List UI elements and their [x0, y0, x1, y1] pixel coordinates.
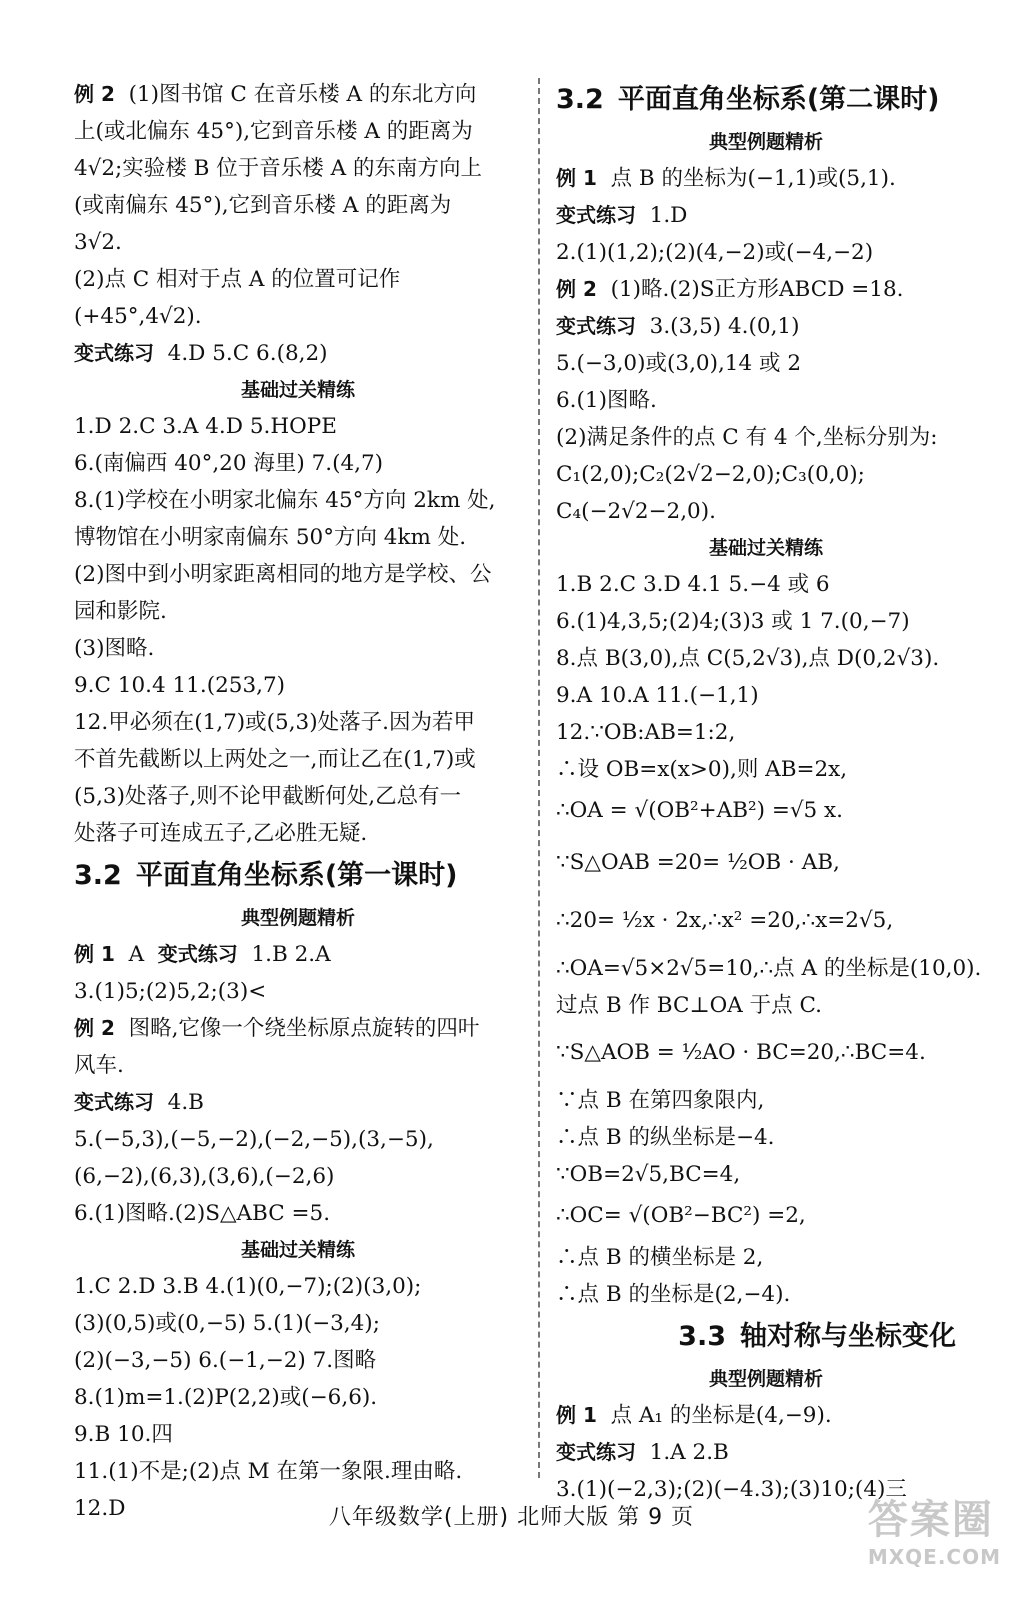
- text-line: 2.(1)(1,2);(2)(4,−2)或(−4,−2): [556, 240, 874, 265]
- text-line: 3.(1)(−2,3);(2)(−4.3);(3)10;(4)三: [556, 1477, 907, 1502]
- practice-label: 变式练习: [74, 1090, 154, 1114]
- formula-line: ∴20= ½x · 2x,∴x² =20,∴x=2√5,: [556, 908, 894, 933]
- page-footer: 八年级数学(上册) 北师大版 第 9 页: [328, 1505, 695, 1530]
- practice-label: 变式练习: [556, 1440, 636, 1464]
- section-title: 轴对称与坐标变化: [740, 1321, 956, 1352]
- line-text: 1.A 2.B: [649, 1440, 729, 1465]
- text-line: 12.D: [74, 1496, 126, 1521]
- text-line: [556, 271, 976, 308]
- subsection-heading: 典型例题精析: [708, 131, 823, 153]
- section-heading: [556, 1313, 976, 1361]
- line-text: A: [128, 942, 145, 967]
- text-line: 3√2.: [74, 230, 122, 255]
- line-text: 3.(3,5) 4.(0,1): [649, 314, 800, 339]
- text-line: ∴点 B 的纵坐标是−4.: [556, 1125, 775, 1150]
- text-line: 6.(1)4,3,5;(2)4;(3)3 或 1 7.(0,−7): [556, 609, 910, 634]
- example-label: 例 2: [556, 277, 597, 301]
- practice-label: 变式练习: [74, 341, 154, 365]
- text-line: 8.(1)学校在小明家北偏东 45°方向 2km 处,: [74, 488, 496, 513]
- section-heading: [74, 852, 522, 900]
- left-column: [74, 76, 522, 1527]
- text-line: [74, 335, 522, 372]
- text-line: C₄(−2√2−2,0).: [556, 499, 716, 524]
- text-line: 风车.: [74, 1053, 124, 1078]
- text-line: ∴设 OB=x(x>0),则 AB=2x,: [556, 757, 848, 782]
- practice-label: 变式练习: [556, 314, 636, 338]
- text-line: 11.(1)不是;(2)点 M 在第一象限.理由略.: [74, 1459, 463, 1484]
- example-label: 例 2: [74, 82, 115, 106]
- text-line: [556, 1434, 976, 1471]
- text-line: 不首先截断以上两处之一,而让乙在(1,7)或: [74, 747, 476, 772]
- text-line: 5.(−3,0)或(3,0),14 或 2: [556, 351, 802, 376]
- text-line: (2)满足条件的点 C 有 4 个,坐标分别为:: [556, 425, 938, 450]
- section-heading: [556, 76, 976, 124]
- line-text: 4.D 5.C 6.(8,2): [167, 341, 328, 366]
- text-line: [556, 160, 976, 197]
- text-line: ∴点 B 的横坐标是 2,: [556, 1245, 764, 1270]
- text-line: 12.∵OB:AB=1:2,: [556, 720, 736, 745]
- site-watermark: [868, 1488, 1001, 1569]
- formula-line: ∵S△OAB =20= ½OB · AB,: [556, 850, 840, 875]
- subsection-heading: 基础过关精练: [708, 537, 823, 559]
- text-line: ∵OB=2√5,BC=4,: [556, 1162, 741, 1187]
- line-text: 点 B 的坐标为(−1,1)或(5,1).: [610, 166, 896, 191]
- text-line: [74, 1084, 522, 1121]
- text-line: [74, 76, 522, 113]
- text-line: 1.D 2.C 3.A 4.D 5.HOPE: [74, 414, 337, 439]
- formula-line: ∴OA = √(OB²+AB²) =√5 x.: [556, 798, 844, 823]
- text-line: [556, 308, 976, 345]
- example-label: 例 1: [556, 166, 597, 190]
- text-line: 上(或北偏东 45°),它到音乐楼 A 的距离为: [74, 119, 473, 144]
- line-text: 点 A₁ 的坐标是(4,−9).: [610, 1403, 832, 1428]
- formula-line: ∴OC= √(OB²−BC²) =2,: [556, 1203, 806, 1228]
- text-line: 5.(−5,3),(−5,−2),(−2,−5),(3,−5),: [74, 1127, 434, 1152]
- example-label: 例 1: [556, 1403, 597, 1427]
- section-number: 3.2: [74, 860, 122, 891]
- subsection-heading: 基础过关精练: [240, 379, 355, 401]
- practice-label: 变式练习: [157, 942, 238, 966]
- text-line: ∴点 B 的坐标是(2,−4).: [556, 1282, 791, 1307]
- text-line: 12.甲必须在(1,7)或(5,3)处落子.因为若甲: [74, 710, 475, 735]
- text-line: C₁(2,0);C₂(2√2−2,0);C₃(0,0);: [556, 462, 865, 487]
- section-title: 平面直角坐标系(第一课时): [135, 860, 458, 891]
- text-line: ∴OA=√5×2√5=10,∴点 A 的坐标是(10,0).: [556, 956, 982, 981]
- line-text: 图略,它像一个绕坐标原点旋转的四叶: [128, 1016, 480, 1041]
- text-line: (+45°,4√2).: [74, 304, 202, 329]
- text-line: 6.(1)图略.: [556, 388, 657, 413]
- text-line: 9.B 10.四: [74, 1422, 173, 1447]
- line-text: 1.D: [649, 203, 688, 228]
- text-line: (2)点 C 相对于点 A 的位置可记作: [74, 267, 401, 292]
- formula-line: ∵S△AOB = ½AO · BC=20,∴BC=4.: [556, 1040, 926, 1065]
- text-line: (3)(0,5)或(0,−5) 5.(1)(−3,4);: [74, 1311, 380, 1336]
- subsection-heading: 基础过关精练: [240, 1239, 355, 1261]
- text-line: 6.(1)图略.(2)S△ABC =5.: [74, 1201, 331, 1226]
- text-line: [74, 1010, 522, 1047]
- text-line: 园和影院.: [74, 599, 167, 624]
- line-text: (1)图书馆 C 在音乐楼 A 的东北方向: [128, 82, 477, 107]
- subsection-heading: 典型例题精析: [240, 907, 355, 929]
- line-text: 1.B 2.A: [251, 942, 331, 967]
- text-line: 处落子可连成五子,乙必胜无疑.: [74, 821, 368, 846]
- right-column: [556, 76, 982, 1508]
- text-line: 8.点 B(3,0),点 C(5,2√3),点 D(0,2√3).: [556, 646, 940, 671]
- text-line: 6.(南偏西 40°,20 海里) 7.(4,7): [74, 451, 384, 476]
- text-line: (2)(−3,−5) 6.(−1,−2) 7.图略: [74, 1348, 377, 1373]
- text-line: [74, 936, 522, 973]
- section-title: 平面直角坐标系(第二课时): [617, 84, 940, 115]
- text-line: ∵点 B 在第四象限内,: [556, 1088, 765, 1113]
- text-line: [556, 197, 976, 234]
- text-line: 8.(1)m=1.(2)P(2,2)或(−6,6).: [74, 1385, 378, 1410]
- section-number: 3.3: [678, 1321, 726, 1352]
- text-line: (2)图中到小明家距离相同的地方是学校、公: [74, 562, 492, 587]
- text-line: [556, 1397, 976, 1434]
- text-line: 1.C 2.D 3.B 4.(1)(0,−7);(2)(3,0);: [74, 1274, 422, 1299]
- watermark-url: MXQE.COM: [867, 1545, 1001, 1569]
- text-line: 9.C 10.4 11.(253,7): [74, 673, 286, 698]
- text-line: 博物馆在小明家南偏东 50°方向 4km 处.: [74, 525, 467, 550]
- text-line: (或南偏东 45°),它到音乐楼 A 的距离为: [74, 193, 452, 218]
- text-line: 1.B 2.C 3.D 4.1 5.−4 或 6: [556, 572, 830, 597]
- text-line: 4√2;实验楼 B 位于音乐楼 A 的东南方向上: [74, 156, 482, 181]
- section-number: 3.2: [556, 84, 604, 115]
- practice-label: 变式练习: [556, 203, 636, 227]
- text-line: (5,3)处落子,则不论甲截断何处,乙总有一: [74, 784, 462, 809]
- line-text: (1)略.(2)S正方形ABCD =18.: [610, 277, 904, 302]
- column-divider: [538, 78, 540, 1478]
- subsection-heading: 典型例题精析: [708, 1368, 823, 1390]
- line-text: 4.B: [167, 1090, 204, 1115]
- example-label: 例 2: [74, 1016, 115, 1040]
- text-line: (3)图略.: [74, 636, 155, 661]
- text-line: 9.A 10.A 11.(−1,1): [556, 683, 759, 708]
- text-line: 过点 B 作 BC⊥OA 于点 C.: [556, 993, 823, 1018]
- text-line: (6,−2),(6,3),(3,6),(−2,6): [74, 1164, 335, 1189]
- example-label: 例 1: [74, 942, 115, 966]
- text-line: 3.(1)5;(2)5,2;(3)<: [74, 979, 267, 1004]
- watermark-logo-text: 答案圈: [867, 1497, 994, 1543]
